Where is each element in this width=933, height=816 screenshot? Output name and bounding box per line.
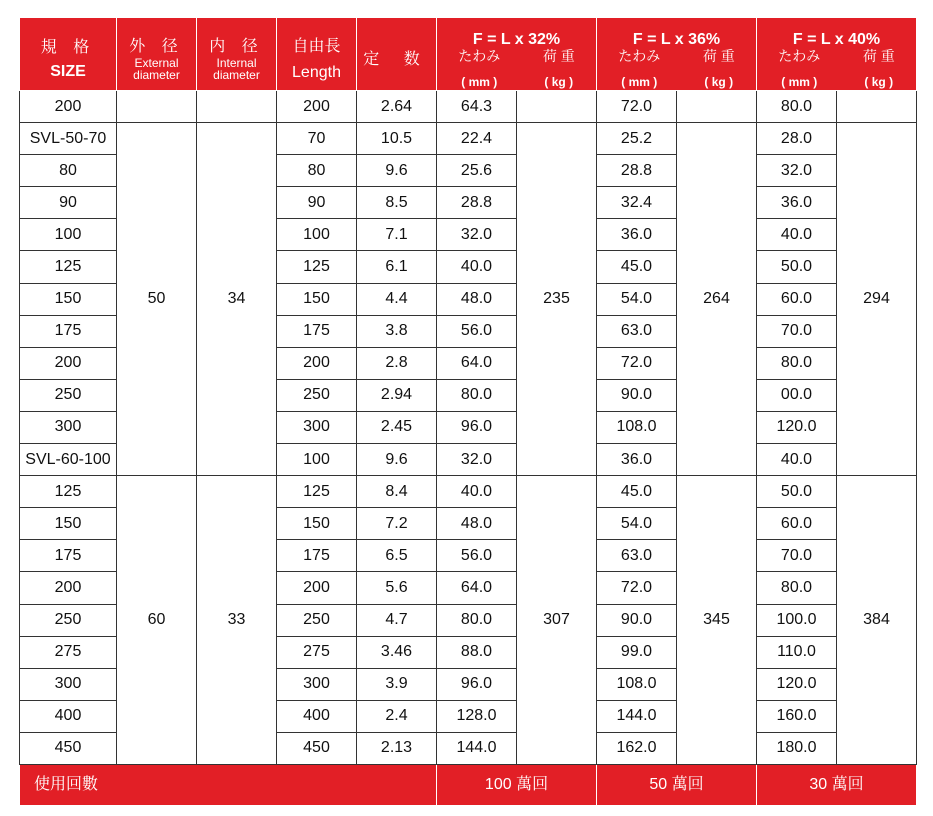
cell-load-32-60: 307 [517, 476, 597, 765]
cell-deflection-36: 72.0 [597, 91, 677, 123]
cell-deflection-36: 25.2 [597, 123, 677, 155]
cell-size: 200 [20, 572, 117, 604]
cell-length: 200 [277, 91, 357, 123]
cell-deflection-36: 36.0 [597, 219, 677, 251]
load-label: 荷 重 [702, 47, 735, 64]
cell-deflection-32: 32.0 [437, 444, 517, 476]
usage-count-40: 30 萬回 [757, 764, 917, 805]
deflection-unit: ( mm ) [621, 74, 658, 89]
cell-deflection-36: 45.0 [597, 251, 677, 283]
cell-length: 125 [277, 476, 357, 508]
cell-deflection-32: 88.0 [437, 636, 517, 668]
cell-deflection-32: 25.6 [437, 155, 517, 187]
col-size [20, 18, 117, 91]
cell-deflection-32: 56.0 [437, 540, 517, 572]
deflection-label: たわみ [778, 47, 821, 64]
load-unit: ( kg ) [544, 74, 574, 89]
cell-load-40-60: 384 [837, 476, 917, 765]
cell-size: 250 [20, 604, 117, 636]
cell-deflection-40: 80.0 [757, 91, 837, 123]
cell-deflection-40: 120.0 [757, 411, 837, 443]
cell-constant: 2.8 [357, 347, 437, 379]
cell-length: 90 [277, 187, 357, 219]
usage-count-label: 使用回數 [20, 764, 437, 805]
cell-deflection-32: 80.0 [437, 379, 517, 411]
col-group-36 [597, 18, 757, 91]
group-title-36: F = L x 36% [632, 30, 721, 48]
usage-count-32: 100 萬回 [437, 764, 597, 805]
load-label: 荷 重 [862, 47, 895, 64]
cell-deflection-36: 63.0 [597, 540, 677, 572]
cell-deflection-36: 162.0 [597, 732, 677, 764]
cell-deflection-32: 64.0 [437, 347, 517, 379]
cell-length: 175 [277, 540, 357, 572]
len-en: Length [292, 64, 341, 81]
od-en-1: External [134, 56, 179, 70]
cell-deflection-40: 36.0 [757, 187, 837, 219]
cell-length: 125 [277, 251, 357, 283]
load-label: 荷 重 [542, 47, 575, 64]
cell-od-50: 50 [117, 123, 197, 476]
cell-constant: 9.6 [357, 155, 437, 187]
cell-size: 80 [20, 155, 117, 187]
cell-constant: 8.5 [357, 187, 437, 219]
cell-deflection-36: 144.0 [597, 700, 677, 732]
cell-deflection-32: 40.0 [437, 476, 517, 508]
cell-deflection-32: 22.4 [437, 123, 517, 155]
cell-deflection-40: 40.0 [757, 444, 837, 476]
cell-size: 200 [20, 347, 117, 379]
cell-constant: 7.1 [357, 219, 437, 251]
cell-size: 450 [20, 732, 117, 764]
cell-constant: 5.6 [357, 572, 437, 604]
cell-constant: 3.46 [357, 636, 437, 668]
const-jp: 定 数 [363, 51, 430, 68]
group-title-40: F = L x 40% [792, 30, 881, 48]
cell-size: 175 [20, 540, 117, 572]
cell-size: SVL-50-70 [20, 123, 117, 155]
cell-deflection-40: 60.0 [757, 283, 837, 315]
cell-constant: 7.2 [357, 508, 437, 540]
cell-constant: 3.8 [357, 315, 437, 347]
cell-deflection-36: 99.0 [597, 636, 677, 668]
cell-size: 275 [20, 636, 117, 668]
cell-deflection-32: 40.0 [437, 251, 517, 283]
cell-deflection-40: 70.0 [757, 540, 837, 572]
cell-deflection-36: 90.0 [597, 604, 677, 636]
cell-load-36-50: 264 [677, 123, 757, 476]
cell-deflection-32: 144.0 [437, 732, 517, 764]
cell-deflection-40: 120.0 [757, 668, 837, 700]
cell-length: 200 [277, 347, 357, 379]
cell-size: 250 [20, 379, 117, 411]
cell-load-40 [837, 91, 917, 123]
cell-length: 200 [277, 572, 357, 604]
header-row [20, 18, 917, 91]
col-group-32 [437, 18, 597, 91]
deflection-label: たわみ [618, 47, 661, 64]
cell-constant: 9.6 [357, 444, 437, 476]
cell-length: 80 [277, 155, 357, 187]
cell-length: 250 [277, 604, 357, 636]
cell-constant: 2.4 [357, 700, 437, 732]
cell-load-40-50: 294 [837, 123, 917, 476]
cell-load-32-50: 235 [517, 123, 597, 476]
cell-deflection-40: 50.0 [757, 476, 837, 508]
cell-size: 300 [20, 668, 117, 700]
cell-deflection-32: 48.0 [437, 283, 517, 315]
deflection-label: たわみ [458, 47, 501, 64]
cell-deflection-36: 32.4 [597, 187, 677, 219]
cell-deflection-32: 64.3 [437, 91, 517, 123]
cell-length: 250 [277, 379, 357, 411]
cell-size: 150 [20, 508, 117, 540]
group-title-32: F = L x 32% [472, 30, 561, 48]
cell-length: 150 [277, 283, 357, 315]
cell-length: 300 [277, 411, 357, 443]
cell-deflection-32: 56.0 [437, 315, 517, 347]
col-constant [357, 18, 437, 91]
size-en: SIZE [50, 63, 86, 80]
cell-length: 100 [277, 444, 357, 476]
cell-deflection-40: 40.0 [757, 219, 837, 251]
od-en-2: diameter [133, 68, 180, 82]
cell-deflection-36: 72.0 [597, 347, 677, 379]
load-unit: ( kg ) [704, 74, 734, 89]
cell-deflection-36: 90.0 [597, 379, 677, 411]
cell-deflection-32: 64.0 [437, 572, 517, 604]
cell-id-50: 34 [197, 123, 277, 476]
deflection-unit: ( mm ) [781, 74, 818, 89]
cell-length: 400 [277, 700, 357, 732]
cell-constant: 2.64 [357, 91, 437, 123]
col-internal-diameter [197, 18, 277, 91]
col-length [277, 18, 357, 91]
cell-load-32 [517, 91, 597, 123]
cell-size: 125 [20, 251, 117, 283]
cell-constant: 8.4 [357, 476, 437, 508]
cell-length: 175 [277, 315, 357, 347]
cell-deflection-40: 32.0 [757, 155, 837, 187]
cell-constant: 10.5 [357, 123, 437, 155]
cell-deflection-36: 54.0 [597, 508, 677, 540]
cell-deflection-36: 72.0 [597, 572, 677, 604]
cell-deflection-36: 108.0 [597, 668, 677, 700]
cell-constant: 4.4 [357, 283, 437, 315]
id-en-1: Internal [216, 56, 257, 70]
load-unit: ( kg ) [864, 74, 894, 89]
cell-deflection-32: 32.0 [437, 219, 517, 251]
cell-id [197, 91, 277, 123]
cell-deflection-36: 108.0 [597, 411, 677, 443]
cell-load-36-60: 345 [677, 476, 757, 765]
cell-size: 400 [20, 700, 117, 732]
cell-size: 90 [20, 187, 117, 219]
cell-length: 150 [277, 508, 357, 540]
cell-deflection-40: 80.0 [757, 572, 837, 604]
cell-deflection-32: 28.8 [437, 187, 517, 219]
cell-constant: 4.7 [357, 604, 437, 636]
cell-size: 125 [20, 476, 117, 508]
cell-od [117, 91, 197, 123]
cell-length: 300 [277, 668, 357, 700]
col-external-diameter [117, 18, 197, 91]
usage-count-36: 50 萬回 [597, 764, 757, 805]
cell-size: 100 [20, 219, 117, 251]
cell-od-60: 60 [117, 476, 197, 765]
cell-constant: 2.94 [357, 379, 437, 411]
cell-load-36 [677, 91, 757, 123]
cell-size: 300 [20, 411, 117, 443]
id-en-2: diameter [213, 68, 260, 82]
cell-length: 100 [277, 219, 357, 251]
cell-deflection-40: 60.0 [757, 508, 837, 540]
col-group-40 [757, 18, 917, 91]
cell-deflection-36: 63.0 [597, 315, 677, 347]
cell-deflection-40: 110.0 [757, 636, 837, 668]
size-jp: 規 格 [40, 39, 96, 56]
id-jp: 内 径 [209, 38, 264, 55]
cell-deflection-32: 96.0 [437, 411, 517, 443]
table-row [20, 476, 917, 508]
table-row [20, 123, 917, 155]
footer-row [20, 764, 917, 805]
cell-deflection-36: 45.0 [597, 476, 677, 508]
cell-deflection-40: 160.0 [757, 700, 837, 732]
table-row [20, 91, 917, 123]
cell-constant: 2.45 [357, 411, 437, 443]
cell-deflection-32: 80.0 [437, 604, 517, 636]
deflection-unit: ( mm ) [461, 74, 498, 89]
cell-length: 450 [277, 732, 357, 764]
cell-deflection-36: 36.0 [597, 444, 677, 476]
cell-constant: 2.13 [357, 732, 437, 764]
cell-deflection-36: 28.8 [597, 155, 677, 187]
len-jp: 自由長 [292, 38, 341, 55]
cell-deflection-32: 96.0 [437, 668, 517, 700]
cell-deflection-36: 54.0 [597, 283, 677, 315]
od-jp: 外 径 [129, 38, 184, 55]
cell-deflection-40: 50.0 [757, 251, 837, 283]
cell-constant: 3.9 [357, 668, 437, 700]
cell-deflection-40: 80.0 [757, 347, 837, 379]
cell-length: 70 [277, 123, 357, 155]
cell-constant: 6.5 [357, 540, 437, 572]
cell-size: 200 [20, 91, 117, 123]
cell-deflection-40: 28.0 [757, 123, 837, 155]
spring-spec-table [19, 17, 917, 806]
cell-id-60: 33 [197, 476, 277, 765]
cell-constant: 6.1 [357, 251, 437, 283]
cell-deflection-40: 180.0 [757, 732, 837, 764]
cell-size: SVL-60-100 [20, 444, 117, 476]
cell-deflection-40: 00.0 [757, 379, 837, 411]
cell-size: 175 [20, 315, 117, 347]
cell-deflection-32: 128.0 [437, 700, 517, 732]
cell-deflection-40: 70.0 [757, 315, 837, 347]
cell-length: 275 [277, 636, 357, 668]
cell-deflection-40: 100.0 [757, 604, 837, 636]
cell-size: 150 [20, 283, 117, 315]
cell-deflection-32: 48.0 [437, 508, 517, 540]
